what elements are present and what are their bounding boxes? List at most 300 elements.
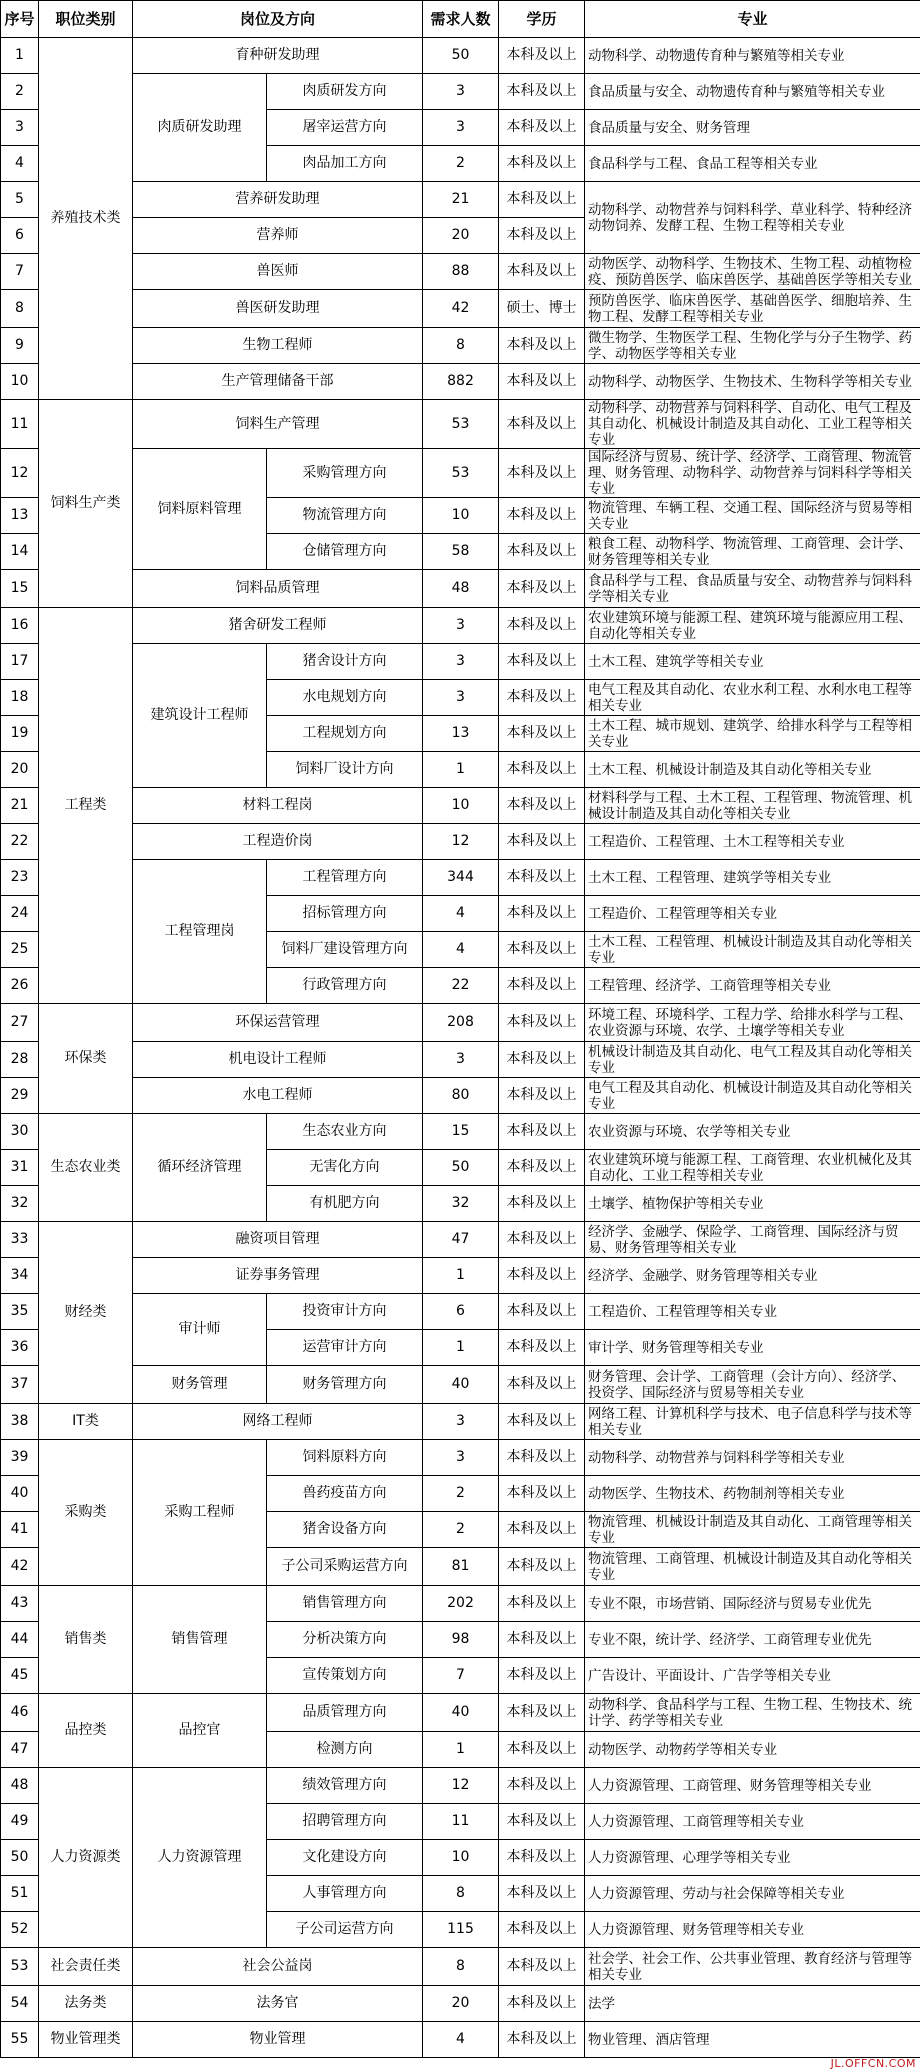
cell-major: 国际经济与贸易、统计学、经济学、工商管理、物流管理、财务管理、动物科学、动物营养与饲料科学等相关专业: [585, 449, 920, 498]
cell-count: 50: [423, 38, 499, 74]
cell-position: 环保运营管理: [133, 1004, 423, 1042]
cell-direction: 兽药疫苗方向: [267, 1476, 423, 1512]
cell-seq: 11: [1, 400, 39, 449]
cell-position: 工程管理岗: [133, 860, 267, 1004]
cell-major: 广告设计、平面设计、广告学等相关专业: [585, 1658, 920, 1694]
cell-seq: 13: [1, 498, 39, 534]
cell-category: 生态农业类: [39, 1114, 133, 1222]
cell-education: 本科及以上: [499, 788, 585, 824]
cell-count: 22: [423, 968, 499, 1004]
cell-education: 硕士、博士: [499, 290, 585, 328]
cell-direction: 子公司采购运营方向: [267, 1548, 423, 1586]
cell-count: 10: [423, 1840, 499, 1876]
cell-direction: 子公司运营方向: [267, 1912, 423, 1948]
cell-count: 2: [423, 146, 499, 182]
cell-count: 13: [423, 716, 499, 752]
cell-count: 42: [423, 290, 499, 328]
cell-direction: 生态农业方向: [267, 1114, 423, 1150]
cell-education: 本科及以上: [499, 1948, 585, 1986]
cell-direction: 投资审计方向: [267, 1294, 423, 1330]
cell-count: 6: [423, 1294, 499, 1330]
cell-count: 1: [423, 1330, 499, 1366]
cell-seq: 39: [1, 1440, 39, 1476]
cell-position: 兽医师: [133, 254, 423, 290]
cell-education: 本科及以上: [499, 1804, 585, 1840]
cell-major: 动物科学、动物遗传育种与繁殖等相关专业: [585, 38, 920, 74]
cell-education: 本科及以上: [499, 1986, 585, 2022]
table-row: [1, 1948, 920, 1986]
cell-education: 本科及以上: [499, 1294, 585, 1330]
cell-count: 88: [423, 254, 499, 290]
cell-major: 微生物学、生物医学工程、生物化学与分子生物学、药学、动物医学等相关专业: [585, 328, 920, 364]
cell-position: 肉质研发助理: [133, 74, 267, 182]
cell-education: 本科及以上: [499, 328, 585, 364]
cell-education: 本科及以上: [499, 752, 585, 788]
cell-count: 8: [423, 1948, 499, 1986]
cell-education: 本科及以上: [499, 1512, 585, 1548]
table-row: [1, 290, 920, 328]
cell-count: 1: [423, 752, 499, 788]
cell-position: 饲料原料管理: [133, 449, 267, 570]
cell-major: 动物医学、动物科学、生物技术、生物工程、动植物检疫、预防兽医学、临床兽医学、基础兽医学等相关专业: [585, 254, 920, 290]
cell-count: 32: [423, 1186, 499, 1222]
header-category: 职位类别: [39, 1, 133, 38]
cell-major: 审计学、财务管理等相关专业: [585, 1330, 920, 1366]
cell-direction: 行政管理方向: [267, 968, 423, 1004]
cell-education: 本科及以上: [499, 1114, 585, 1150]
cell-major: 网络工程、计算机科学与技术、电子信息科学与技术等相关专业: [585, 1404, 920, 1440]
cell-count: 40: [423, 1366, 499, 1404]
cell-count: 115: [423, 1912, 499, 1948]
cell-direction: 文化建设方向: [267, 1840, 423, 1876]
cell-education: 本科及以上: [499, 74, 585, 110]
table-row: [1, 608, 920, 644]
table-row: [1, 644, 920, 680]
cell-count: 2: [423, 1512, 499, 1548]
cell-seq: 12: [1, 449, 39, 498]
cell-direction: 无害化方向: [267, 1150, 423, 1186]
cell-position: 品控官: [133, 1694, 267, 1768]
cell-major: 物流管理、车辆工程、交通工程、国际经济与贸易等相关专业: [585, 498, 920, 534]
cell-position: 育种研发助理: [133, 38, 423, 74]
cell-count: 47: [423, 1222, 499, 1258]
table-row: [1, 1078, 920, 1114]
table-row: [1, 364, 920, 400]
cell-position: 生物工程师: [133, 328, 423, 364]
cell-major: 动物科学、动物医学、生物技术、生物科学等相关专业: [585, 364, 920, 400]
cell-major: 食品质量与安全、动物遗传育种与繁殖等相关专业: [585, 74, 920, 110]
cell-count: 53: [423, 400, 499, 449]
cell-category: 社会责任类: [39, 1948, 133, 1986]
table-row: [1, 1114, 920, 1150]
cell-direction: 人事管理方向: [267, 1876, 423, 1912]
table-row: [1, 1404, 920, 1440]
cell-position: 人力资源管理: [133, 1768, 267, 1948]
cell-education: 本科及以上: [499, 1150, 585, 1186]
cell-category: 饲料生产类: [39, 400, 133, 608]
cell-education: 本科及以上: [499, 1912, 585, 1948]
table-row: [1, 2022, 920, 2058]
cell-seq: 34: [1, 1258, 39, 1294]
cell-major: 土木工程、城市规划、建筑学、给排水科学与工程等相关专业: [585, 716, 920, 752]
cell-education: 本科及以上: [499, 824, 585, 860]
cell-major: 物业管理、酒店管理: [585, 2022, 920, 2058]
table-row: [1, 449, 920, 498]
cell-count: 1: [423, 1732, 499, 1768]
cell-seq: 23: [1, 860, 39, 896]
cell-major: 法学: [585, 1986, 920, 2022]
cell-education: 本科及以上: [499, 1404, 585, 1440]
cell-major: 财务管理、会计学、工商管理（会计方向）、经济学、投资学、国际经济与贸易等相关专业: [585, 1366, 920, 1404]
cell-major: 农业建筑环境与能源工程、工商管理、农业机械化及其自动化、工业工程等相关专业: [585, 1150, 920, 1186]
table-row: [1, 1258, 920, 1294]
cell-position: 物业管理: [133, 2022, 423, 2058]
cell-major: 土壤学、植物保护等相关专业: [585, 1186, 920, 1222]
cell-education: 本科及以上: [499, 364, 585, 400]
cell-education: 本科及以上: [499, 38, 585, 74]
cell-major: 专业不限，市场营销、国际经济与贸易专业优先: [585, 1586, 920, 1622]
cell-count: 4: [423, 896, 499, 932]
cell-major: 粮食工程、动物科学、物流管理、工商管理、会计学、财务管理等相关专业: [585, 534, 920, 570]
cell-category: 法务类: [39, 1986, 133, 2022]
cell-seq: 48: [1, 1768, 39, 1804]
table-row: [1, 1042, 920, 1078]
cell-seq: 19: [1, 716, 39, 752]
cell-count: 81: [423, 1548, 499, 1586]
cell-seq: 40: [1, 1476, 39, 1512]
cell-major: 材料科学与工程、土木工程、工程管理、物流管理、机械设计制造及其自动化等相关专业: [585, 788, 920, 824]
cell-major: 人力资源管理、心理学等相关专业: [585, 1840, 920, 1876]
cell-count: 3: [423, 680, 499, 716]
cell-seq: 36: [1, 1330, 39, 1366]
cell-major: 人力资源管理、劳动与社会保障等相关专业: [585, 1876, 920, 1912]
cell-position: 兽医研发助理: [133, 290, 423, 328]
table-row: [1, 182, 920, 218]
cell-major: 物流管理、机械设计制造及其自动化、工商管理等相关专业: [585, 1512, 920, 1548]
cell-seq: 49: [1, 1804, 39, 1840]
cell-education: 本科及以上: [499, 1078, 585, 1114]
cell-seq: 50: [1, 1840, 39, 1876]
cell-major: 社会学、社会工作、公共事业管理、教育经济与管理等相关专业: [585, 1948, 920, 1986]
cell-major: 预防兽医学、临床兽医学、基础兽医学、细胞培养、生物工程、发酵工程等相关专业: [585, 290, 920, 328]
cell-education: 本科及以上: [499, 1694, 585, 1732]
cell-major: 工程造价、工程管理、土木工程等相关专业: [585, 824, 920, 860]
cell-major: 农业建筑环境与能源工程、建筑环境与能源应用工程、自动化等相关专业: [585, 608, 920, 644]
cell-major: 土木工程、工程管理、建筑学等相关专业: [585, 860, 920, 896]
site-watermark: JL.OFFCN.COM: [830, 2057, 916, 2070]
cell-category: IT类: [39, 1404, 133, 1440]
cell-major: 食品科学与工程、食品工程等相关专业: [585, 146, 920, 182]
cell-education: 本科及以上: [499, 680, 585, 716]
cell-count: 2: [423, 1476, 499, 1512]
cell-education: 本科及以上: [499, 1548, 585, 1586]
cell-count: 3: [423, 608, 499, 644]
cell-seq: 10: [1, 364, 39, 400]
cell-position: 猪舍研发工程师: [133, 608, 423, 644]
cell-category: 环保类: [39, 1004, 133, 1114]
header-count: 需求人数: [423, 1, 499, 38]
cell-count: 3: [423, 74, 499, 110]
cell-major: 食品质量与安全、财务管理: [585, 110, 920, 146]
cell-major: 经济学、金融学、保险学、工商管理、国际经济与贸易、财务管理等相关专业: [585, 1222, 920, 1258]
cell-seq: 37: [1, 1366, 39, 1404]
cell-position: 证券事务管理: [133, 1258, 423, 1294]
cell-count: 20: [423, 218, 499, 254]
cell-education: 本科及以上: [499, 2022, 585, 2058]
cell-direction: 猪舍设备方向: [267, 1512, 423, 1548]
cell-education: 本科及以上: [499, 1732, 585, 1768]
cell-count: 8: [423, 1876, 499, 1912]
cell-education: 本科及以上: [499, 644, 585, 680]
cell-count: 208: [423, 1004, 499, 1042]
cell-position: 机电设计工程师: [133, 1042, 423, 1078]
cell-position: 法务官: [133, 1986, 423, 2022]
cell-education: 本科及以上: [499, 498, 585, 534]
cell-count: 7: [423, 1658, 499, 1694]
cell-education: 本科及以上: [499, 1186, 585, 1222]
cell-direction: 肉质研发方向: [267, 74, 423, 110]
cell-seq: 1: [1, 38, 39, 74]
cell-seq: 38: [1, 1404, 39, 1440]
cell-major: 土木工程、建筑学等相关专业: [585, 644, 920, 680]
cell-position: 营养研发助理: [133, 182, 423, 218]
cell-major: 专业不限，统计学、经济学、工商管理专业优先: [585, 1622, 920, 1658]
cell-count: 202: [423, 1586, 499, 1622]
cell-education: 本科及以上: [499, 1222, 585, 1258]
cell-direction: 水电规划方向: [267, 680, 423, 716]
cell-seq: 32: [1, 1186, 39, 1222]
table-row: [1, 74, 920, 110]
cell-major: 工程造价、工程管理等相关专业: [585, 896, 920, 932]
table-row: [1, 1440, 920, 1476]
cell-direction: 分析决策方向: [267, 1622, 423, 1658]
cell-category: 财经类: [39, 1222, 133, 1404]
table-row: [1, 328, 920, 364]
cell-seq: 42: [1, 1548, 39, 1586]
cell-direction: 工程规划方向: [267, 716, 423, 752]
cell-seq: 46: [1, 1694, 39, 1732]
cell-major: 经济学、金融学、财务管理等相关专业: [585, 1258, 920, 1294]
cell-seq: 55: [1, 2022, 39, 2058]
cell-education: 本科及以上: [499, 1004, 585, 1042]
cell-count: 15: [423, 1114, 499, 1150]
cell-position: 社会公益岗: [133, 1948, 423, 1986]
cell-education: 本科及以上: [499, 1768, 585, 1804]
cell-seq: 22: [1, 824, 39, 860]
header-education: 学历: [499, 1, 585, 38]
cell-direction: 招聘管理方向: [267, 1804, 423, 1840]
cell-education: 本科及以上: [499, 1440, 585, 1476]
cell-seq: 4: [1, 146, 39, 182]
cell-seq: 9: [1, 328, 39, 364]
cell-education: 本科及以上: [499, 1622, 585, 1658]
table-row: [1, 788, 920, 824]
cell-major: 动物科学、动物营养与饲料科学、草业科学、特种经济动物饲养、发酵工程、生物工程等相关专业: [585, 182, 920, 254]
cell-count: 3: [423, 1440, 499, 1476]
cell-count: 882: [423, 364, 499, 400]
cell-seq: 29: [1, 1078, 39, 1114]
cell-direction: 财务管理方向: [267, 1366, 423, 1404]
cell-education: 本科及以上: [499, 860, 585, 896]
cell-category: 品控类: [39, 1694, 133, 1768]
cell-seq: 21: [1, 788, 39, 824]
cell-seq: 51: [1, 1876, 39, 1912]
cell-major: 动物医学、动物药学等相关专业: [585, 1732, 920, 1768]
cell-position: 工程造价岗: [133, 824, 423, 860]
table-row: [1, 1694, 920, 1732]
table-row: [1, 860, 920, 896]
cell-major: 食品科学与工程、食品质量与安全、动物营养与饲料科学等相关专业: [585, 570, 920, 608]
table-row: [1, 1768, 920, 1804]
cell-position: 审计师: [133, 1294, 267, 1366]
cell-count: 3: [423, 1042, 499, 1078]
cell-seq: 44: [1, 1622, 39, 1658]
cell-direction: 仓储管理方向: [267, 534, 423, 570]
cell-seq: 47: [1, 1732, 39, 1768]
cell-direction: 猪舍设计方向: [267, 644, 423, 680]
cell-direction: 销售管理方向: [267, 1586, 423, 1622]
cell-count: 53: [423, 449, 499, 498]
cell-seq: 45: [1, 1658, 39, 1694]
cell-seq: 26: [1, 968, 39, 1004]
cell-seq: 16: [1, 608, 39, 644]
cell-education: 本科及以上: [499, 570, 585, 608]
cell-count: 11: [423, 1804, 499, 1840]
cell-seq: 27: [1, 1004, 39, 1042]
cell-direction: 检测方向: [267, 1732, 423, 1768]
cell-count: 58: [423, 534, 499, 570]
cell-position: 网络工程师: [133, 1404, 423, 1440]
cell-count: 10: [423, 788, 499, 824]
cell-direction: 绩效管理方向: [267, 1768, 423, 1804]
cell-direction: 工程管理方向: [267, 860, 423, 896]
table-row: [1, 1004, 920, 1042]
cell-major: 动物科学、动物营养与饲料科学等相关专业: [585, 1440, 920, 1476]
cell-count: 3: [423, 644, 499, 680]
cell-position: 材料工程岗: [133, 788, 423, 824]
cell-major: 工程管理、经济学、工商管理等相关专业: [585, 968, 920, 1004]
cell-major: 电气工程及其自动化、机械设计制造及其自动化等相关专业: [585, 1078, 920, 1114]
cell-count: 8: [423, 328, 499, 364]
cell-position: 财务管理: [133, 1366, 267, 1404]
cell-seq: 14: [1, 534, 39, 570]
cell-seq: 53: [1, 1948, 39, 1986]
table-header-row: [1, 1, 920, 38]
cell-major: 动物医学、生物技术、药物制剂等相关专业: [585, 1476, 920, 1512]
cell-count: 3: [423, 1404, 499, 1440]
cell-count: 98: [423, 1622, 499, 1658]
cell-seq: 24: [1, 896, 39, 932]
cell-education: 本科及以上: [499, 1658, 585, 1694]
cell-seq: 8: [1, 290, 39, 328]
cell-education: 本科及以上: [499, 254, 585, 290]
cell-education: 本科及以上: [499, 896, 585, 932]
cell-count: 50: [423, 1150, 499, 1186]
cell-seq: 54: [1, 1986, 39, 2022]
header-seq: 序号: [1, 1, 39, 38]
cell-seq: 5: [1, 182, 39, 218]
cell-major: 环境工程、环境科学、工程力学、给排水科学与工程、农业资源与环境、农学、土壤学等相关专业: [585, 1004, 920, 1042]
cell-seq: 2: [1, 74, 39, 110]
cell-seq: 6: [1, 218, 39, 254]
cell-education: 本科及以上: [499, 968, 585, 1004]
cell-major: 电气工程及其自动化、农业水利工程、水利水电工程等相关专业: [585, 680, 920, 716]
cell-major: 土木工程、工程管理、机械设计制造及其自动化等相关专业: [585, 932, 920, 968]
cell-seq: 7: [1, 254, 39, 290]
cell-major: 机械设计制造及其自动化、电气工程及其自动化等相关专业: [585, 1042, 920, 1078]
cell-seq: 25: [1, 932, 39, 968]
cell-position: 销售管理: [133, 1586, 267, 1694]
cell-seq: 43: [1, 1586, 39, 1622]
cell-direction: 肉品加工方向: [267, 146, 423, 182]
table-row: [1, 400, 920, 449]
cell-count: 4: [423, 2022, 499, 2058]
cell-position: 融资项目管理: [133, 1222, 423, 1258]
cell-education: 本科及以上: [499, 1366, 585, 1404]
table-row: [1, 254, 920, 290]
cell-count: 12: [423, 1768, 499, 1804]
cell-education: 本科及以上: [499, 1330, 585, 1366]
cell-education: 本科及以上: [499, 608, 585, 644]
cell-category: 工程类: [39, 608, 133, 1004]
cell-count: 10: [423, 498, 499, 534]
cell-education: 本科及以上: [499, 534, 585, 570]
cell-count: 48: [423, 570, 499, 608]
cell-category: 销售类: [39, 1586, 133, 1694]
cell-category: 人力资源类: [39, 1768, 133, 1948]
cell-education: 本科及以上: [499, 716, 585, 752]
cell-major: 动物科学、食品科学与工程、生物工程、生物技术、统计学、药学等相关专业: [585, 1694, 920, 1732]
cell-position: 饲料生产管理: [133, 400, 423, 449]
cell-direction: 屠宰运营方向: [267, 110, 423, 146]
cell-position: 建筑设计工程师: [133, 644, 267, 788]
cell-education: 本科及以上: [499, 218, 585, 254]
table-row: [1, 824, 920, 860]
cell-major: 物流管理、工商管理、机械设计制造及其自动化等相关专业: [585, 1548, 920, 1586]
header-position: 岗位及方向: [133, 1, 423, 38]
cell-education: 本科及以上: [499, 400, 585, 449]
cell-seq: 15: [1, 570, 39, 608]
cell-category: 物业管理类: [39, 2022, 133, 2058]
cell-major: 工程造价、工程管理等相关专业: [585, 1294, 920, 1330]
cell-seq: 20: [1, 752, 39, 788]
cell-education: 本科及以上: [499, 1042, 585, 1078]
cell-count: 20: [423, 1986, 499, 2022]
cell-count: 21: [423, 182, 499, 218]
cell-seq: 41: [1, 1512, 39, 1548]
table-row: [1, 38, 920, 74]
cell-count: 40: [423, 1694, 499, 1732]
cell-count: 4: [423, 932, 499, 968]
cell-education: 本科及以上: [499, 1258, 585, 1294]
cell-education: 本科及以上: [499, 1876, 585, 1912]
cell-direction: 品质管理方向: [267, 1694, 423, 1732]
cell-position: 水电工程师: [133, 1078, 423, 1114]
cell-count: 1: [423, 1258, 499, 1294]
header-major: 专业: [585, 1, 920, 38]
cell-direction: 饲料原料方向: [267, 1440, 423, 1476]
cell-major: 人力资源管理、财务管理等相关专业: [585, 1912, 920, 1948]
cell-count: 3: [423, 110, 499, 146]
table-row: [1, 1986, 920, 2022]
cell-position: 营养师: [133, 218, 423, 254]
cell-direction: 采购管理方向: [267, 449, 423, 498]
cell-seq: 35: [1, 1294, 39, 1330]
cell-direction: 饲料厂设计方向: [267, 752, 423, 788]
cell-seq: 18: [1, 680, 39, 716]
table-row: [1, 1366, 920, 1404]
cell-seq: 30: [1, 1114, 39, 1150]
